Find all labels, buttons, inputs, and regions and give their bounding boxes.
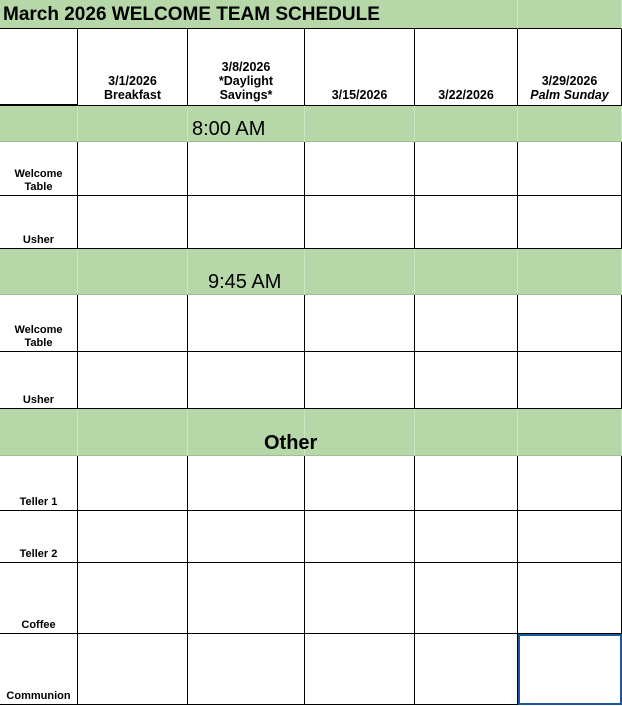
schedule-cell[interactable] bbox=[188, 511, 305, 563]
section-cell[interactable] bbox=[78, 106, 188, 142]
row-label-communion[interactable]: Communion bbox=[0, 634, 78, 705]
schedule-cell[interactable] bbox=[78, 295, 188, 352]
schedule-cell[interactable] bbox=[305, 634, 415, 705]
date-header-line: Savings* bbox=[219, 88, 273, 102]
schedule-cell[interactable] bbox=[518, 196, 622, 249]
row-label-usher-945[interactable]: Usher bbox=[0, 352, 78, 409]
date-header-line: 3/8/2026 bbox=[221, 60, 271, 74]
schedule-cell[interactable] bbox=[305, 196, 415, 249]
date-header-3[interactable] bbox=[305, 29, 415, 106]
schedule-cell[interactable] bbox=[305, 456, 415, 511]
schedule-cell[interactable] bbox=[188, 352, 305, 409]
row-label-welcome-table-800[interactable]: Welcome Table bbox=[0, 142, 78, 196]
row-label-teller-2[interactable]: Teller 2 bbox=[0, 511, 78, 563]
row-label-teller-1[interactable]: Teller 1 bbox=[0, 456, 78, 511]
date-header-5[interactable] bbox=[518, 29, 622, 106]
date-header-2[interactable] bbox=[188, 29, 305, 106]
schedule-cell[interactable] bbox=[305, 352, 415, 409]
section-cell[interactable] bbox=[0, 106, 78, 142]
section-cell[interactable] bbox=[305, 409, 415, 456]
schedule-cell[interactable] bbox=[188, 142, 305, 196]
schedule-cell[interactable] bbox=[518, 295, 622, 352]
section-cell[interactable] bbox=[518, 249, 622, 295]
schedule-cell[interactable] bbox=[518, 511, 622, 563]
section-cell[interactable] bbox=[518, 106, 622, 142]
section-cell[interactable] bbox=[0, 409, 78, 456]
schedule-cell[interactable] bbox=[78, 142, 188, 196]
row-label-welcome-table-945[interactable]: Welcome Table bbox=[0, 295, 78, 352]
schedule-cell[interactable] bbox=[518, 456, 622, 511]
section-cell[interactable] bbox=[305, 106, 415, 142]
schedule-cell[interactable] bbox=[415, 142, 518, 196]
schedule-cell[interactable] bbox=[415, 295, 518, 352]
schedule-cell[interactable] bbox=[518, 142, 622, 196]
date-header-line: 3/15/2026 bbox=[331, 88, 388, 102]
date-header-line: Breakfast bbox=[104, 88, 161, 102]
schedule-cell[interactable] bbox=[518, 563, 622, 634]
schedule-cell[interactable] bbox=[305, 295, 415, 352]
section-cell[interactable] bbox=[78, 409, 188, 456]
schedule-cell[interactable] bbox=[188, 634, 305, 705]
header-corner-cell[interactable] bbox=[0, 29, 78, 106]
schedule-cell[interactable] bbox=[78, 196, 188, 249]
schedule-cell[interactable] bbox=[78, 511, 188, 563]
schedule-cell[interactable] bbox=[415, 634, 518, 705]
page-title[interactable]: March 2026 WELCOME TEAM SCHEDULE bbox=[0, 0, 415, 29]
section-label-800: 8:00 AM bbox=[192, 118, 266, 140]
schedule-cell[interactable] bbox=[188, 456, 305, 511]
section-label-945: 9:45 AM bbox=[208, 271, 282, 293]
schedule-cell[interactable] bbox=[415, 456, 518, 511]
schedule-cell[interactable] bbox=[305, 142, 415, 196]
title-cell[interactable] bbox=[518, 0, 622, 29]
row-label-coffee[interactable]: Coffee bbox=[0, 563, 78, 634]
date-header-line: Palm Sunday bbox=[530, 88, 609, 102]
schedule-cell[interactable] bbox=[415, 511, 518, 563]
section-label-other: Other bbox=[264, 432, 318, 454]
schedule-cell[interactable] bbox=[78, 563, 188, 634]
date-header-line: 3/22/2026 bbox=[438, 88, 494, 102]
row-label-usher-800[interactable]: Usher bbox=[0, 196, 78, 249]
title-cell[interactable] bbox=[415, 0, 518, 29]
date-header-4[interactable] bbox=[415, 29, 518, 106]
date-header-line: 3/29/2026 bbox=[541, 74, 598, 88]
date-header-line: 3/1/2026 bbox=[108, 74, 157, 88]
schedule-cell[interactable] bbox=[78, 634, 188, 705]
section-cell[interactable] bbox=[78, 249, 188, 295]
section-cell[interactable] bbox=[415, 249, 518, 295]
section-cell[interactable] bbox=[415, 409, 518, 456]
schedule-cell[interactable] bbox=[78, 456, 188, 511]
section-cell[interactable] bbox=[415, 106, 518, 142]
selected-cell[interactable] bbox=[518, 634, 622, 705]
schedule-cell[interactable] bbox=[415, 563, 518, 634]
schedule-cell[interactable] bbox=[188, 295, 305, 352]
schedule-cell[interactable] bbox=[518, 352, 622, 409]
schedule-cell[interactable] bbox=[415, 352, 518, 409]
schedule-cell[interactable] bbox=[188, 196, 305, 249]
section-cell[interactable] bbox=[0, 249, 78, 295]
date-header-1[interactable] bbox=[78, 29, 188, 106]
schedule-cell[interactable] bbox=[78, 352, 188, 409]
date-header-line: *Daylight bbox=[218, 74, 274, 88]
schedule-cell[interactable] bbox=[305, 511, 415, 563]
section-cell[interactable] bbox=[518, 409, 622, 456]
section-cell[interactable] bbox=[305, 249, 415, 295]
schedule-cell[interactable] bbox=[305, 563, 415, 634]
schedule-cell[interactable] bbox=[188, 563, 305, 634]
schedule-cell[interactable] bbox=[415, 196, 518, 249]
